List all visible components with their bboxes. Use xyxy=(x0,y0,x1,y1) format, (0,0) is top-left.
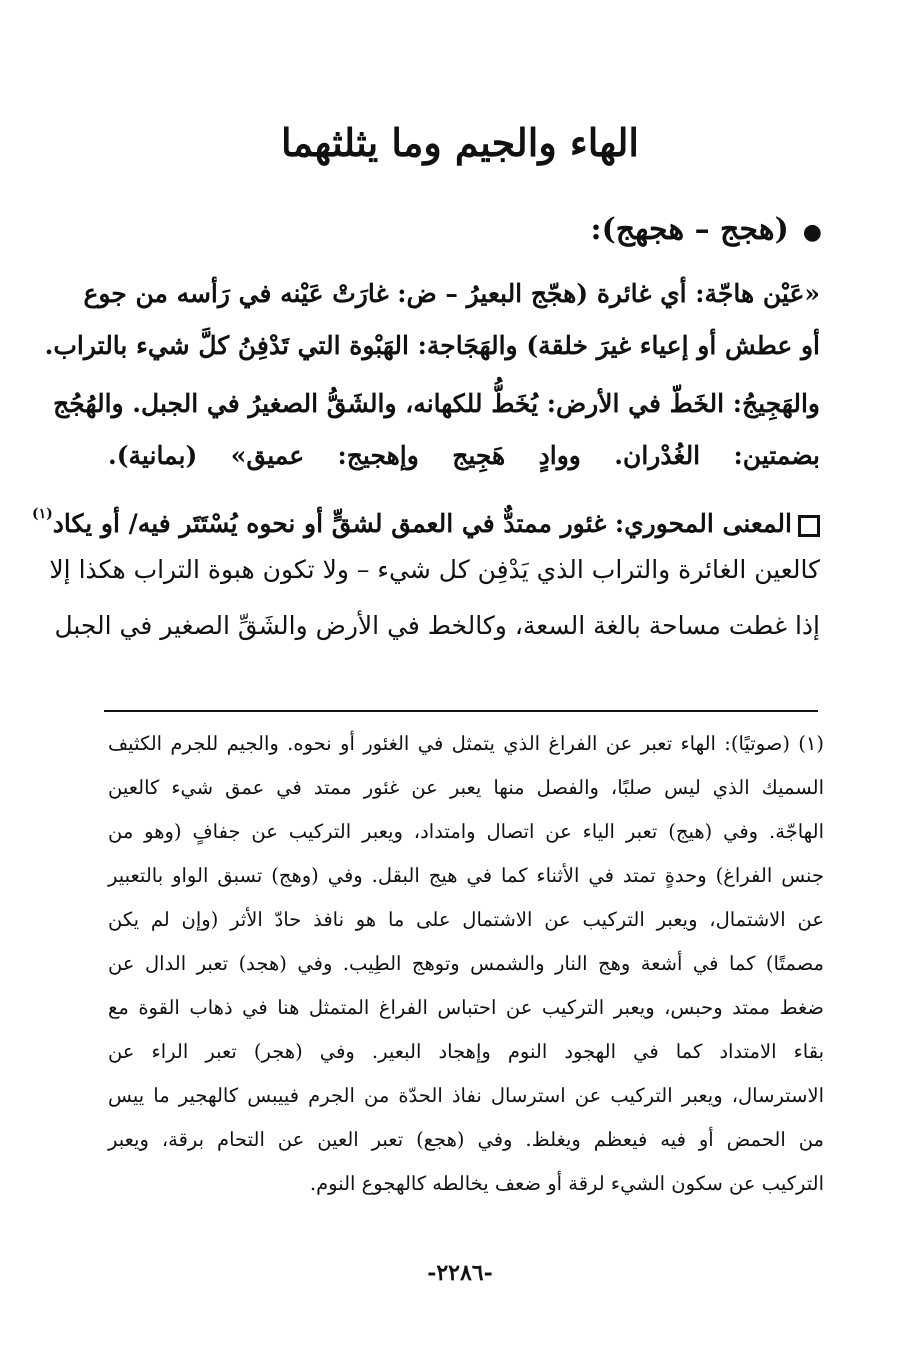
definition-line: «عَيْن هاجّة: أي غائرة (هجّج البعيرُ – ض: غارَتْ عَيْنه في رَأسه من جوع xyxy=(83,279,820,308)
entry-heading-text: (هجج – هجهج): xyxy=(590,212,789,247)
footnote-line: التركيب عن سكون الشيء لرقة أو ضعف يخالطه كالهجوع النوم. xyxy=(309,1172,824,1195)
footnote-reference: (١) xyxy=(31,506,53,522)
definition-line: بضمتين: الغُدْران. ووادٍ هَجِيج وإهجيج: عميق» (بمانية). xyxy=(108,441,820,470)
footnote-line: مصمتًا) كما في أشعة وهج النار والشمس وتوهج الطِيب. وفي (هجد) تعبر الدال عن xyxy=(108,952,824,975)
entry-heading xyxy=(591,212,822,247)
core-meaning-box-icon xyxy=(798,515,820,537)
definition-line: والهَجِيجُ: الخَطّ في الأرض: يُخَطُّ للكهانه، والشَقُّ الصغيرُ في الجبل. والهُجُج xyxy=(53,389,820,418)
footnote-line: جنس الفراغ) وحدةٍ تمتد في الأثناء كما في هيج البقل. وفي (وهج) تسبق الواو بالتعبير xyxy=(108,864,824,887)
bullet-icon: ● xyxy=(802,219,822,245)
footnote-divider xyxy=(104,710,818,712)
core-meaning-line: كالعين الغائرة والتراب الذي يَدْفِن كل شيء – ولا تكون هبوة التراب هكذا إلا xyxy=(49,555,820,584)
core-meaning-text: المعنى المحوري: غئور ممتدٌّ في العمق لشقٍّ أو نحوه يُسْتَتَر فيه/ أو يكاد xyxy=(52,509,792,538)
footnote-line: ضغط ممتد وحبس، ويعبر التركيب عن احتباس الفراغ المتمثل هنا في ذهاب القوة مع xyxy=(108,996,824,1019)
footnote-line: الاسترسال، ويعبر التركيب عن استرسال نفاذ الحدّة من الجرم فييبس كالهجير ما ييس xyxy=(108,1084,824,1107)
footnote-line: (١) (صوتيًا): الهاء تعبر عن الفراغ الذي يتمثل في الغئور أو نحوه. والجيم للجرم الكثيف xyxy=(108,732,824,755)
chapter-title: الهاء والجيم وما يثلثهما xyxy=(281,120,639,165)
definition-line: أو عطش أو إعياء غيرَ خلقة) والهَجَاجة: الهَبْوة التي تَدْفِنُ كلَّ شيء بالتراب. xyxy=(44,331,820,360)
footnote-line: عن الاشتمال، ويعبر التركيب عن الاشتمال على ما هو نافذ حادّ الأثر (وإن لم يكن xyxy=(108,908,824,931)
core-meaning-line: إذا غطت مساحة بالغة السعة، وكالخط في الأرض والشَقِّ الصغير في الجبل xyxy=(54,611,820,640)
footnote-line: بقاء الامتداد كما في الهجود النوم وإهجاد البعير. وفي (هجر) تعبر الراء عن xyxy=(108,1040,824,1063)
core-meaning-line xyxy=(31,494,820,544)
page-number: -٢٢٨٦- xyxy=(427,1260,493,1286)
footnote-line: من الحمض أو فيه فيعظم ويغلظ. وفي (هجع) تعبر العين عن التحام برقة، ويعبر xyxy=(108,1128,824,1151)
footnote-line: السميك الذي ليس صلبًا، والفصل منها يعبر عن غئور ممتد في عمق شيء كالعين xyxy=(108,776,824,799)
footnote-line: الهاجّة. وفي (هيج) تعبر الياء عن اتصال وامتداد، ويعبر التركيب عن جفافٍ (وهو من xyxy=(108,820,824,843)
